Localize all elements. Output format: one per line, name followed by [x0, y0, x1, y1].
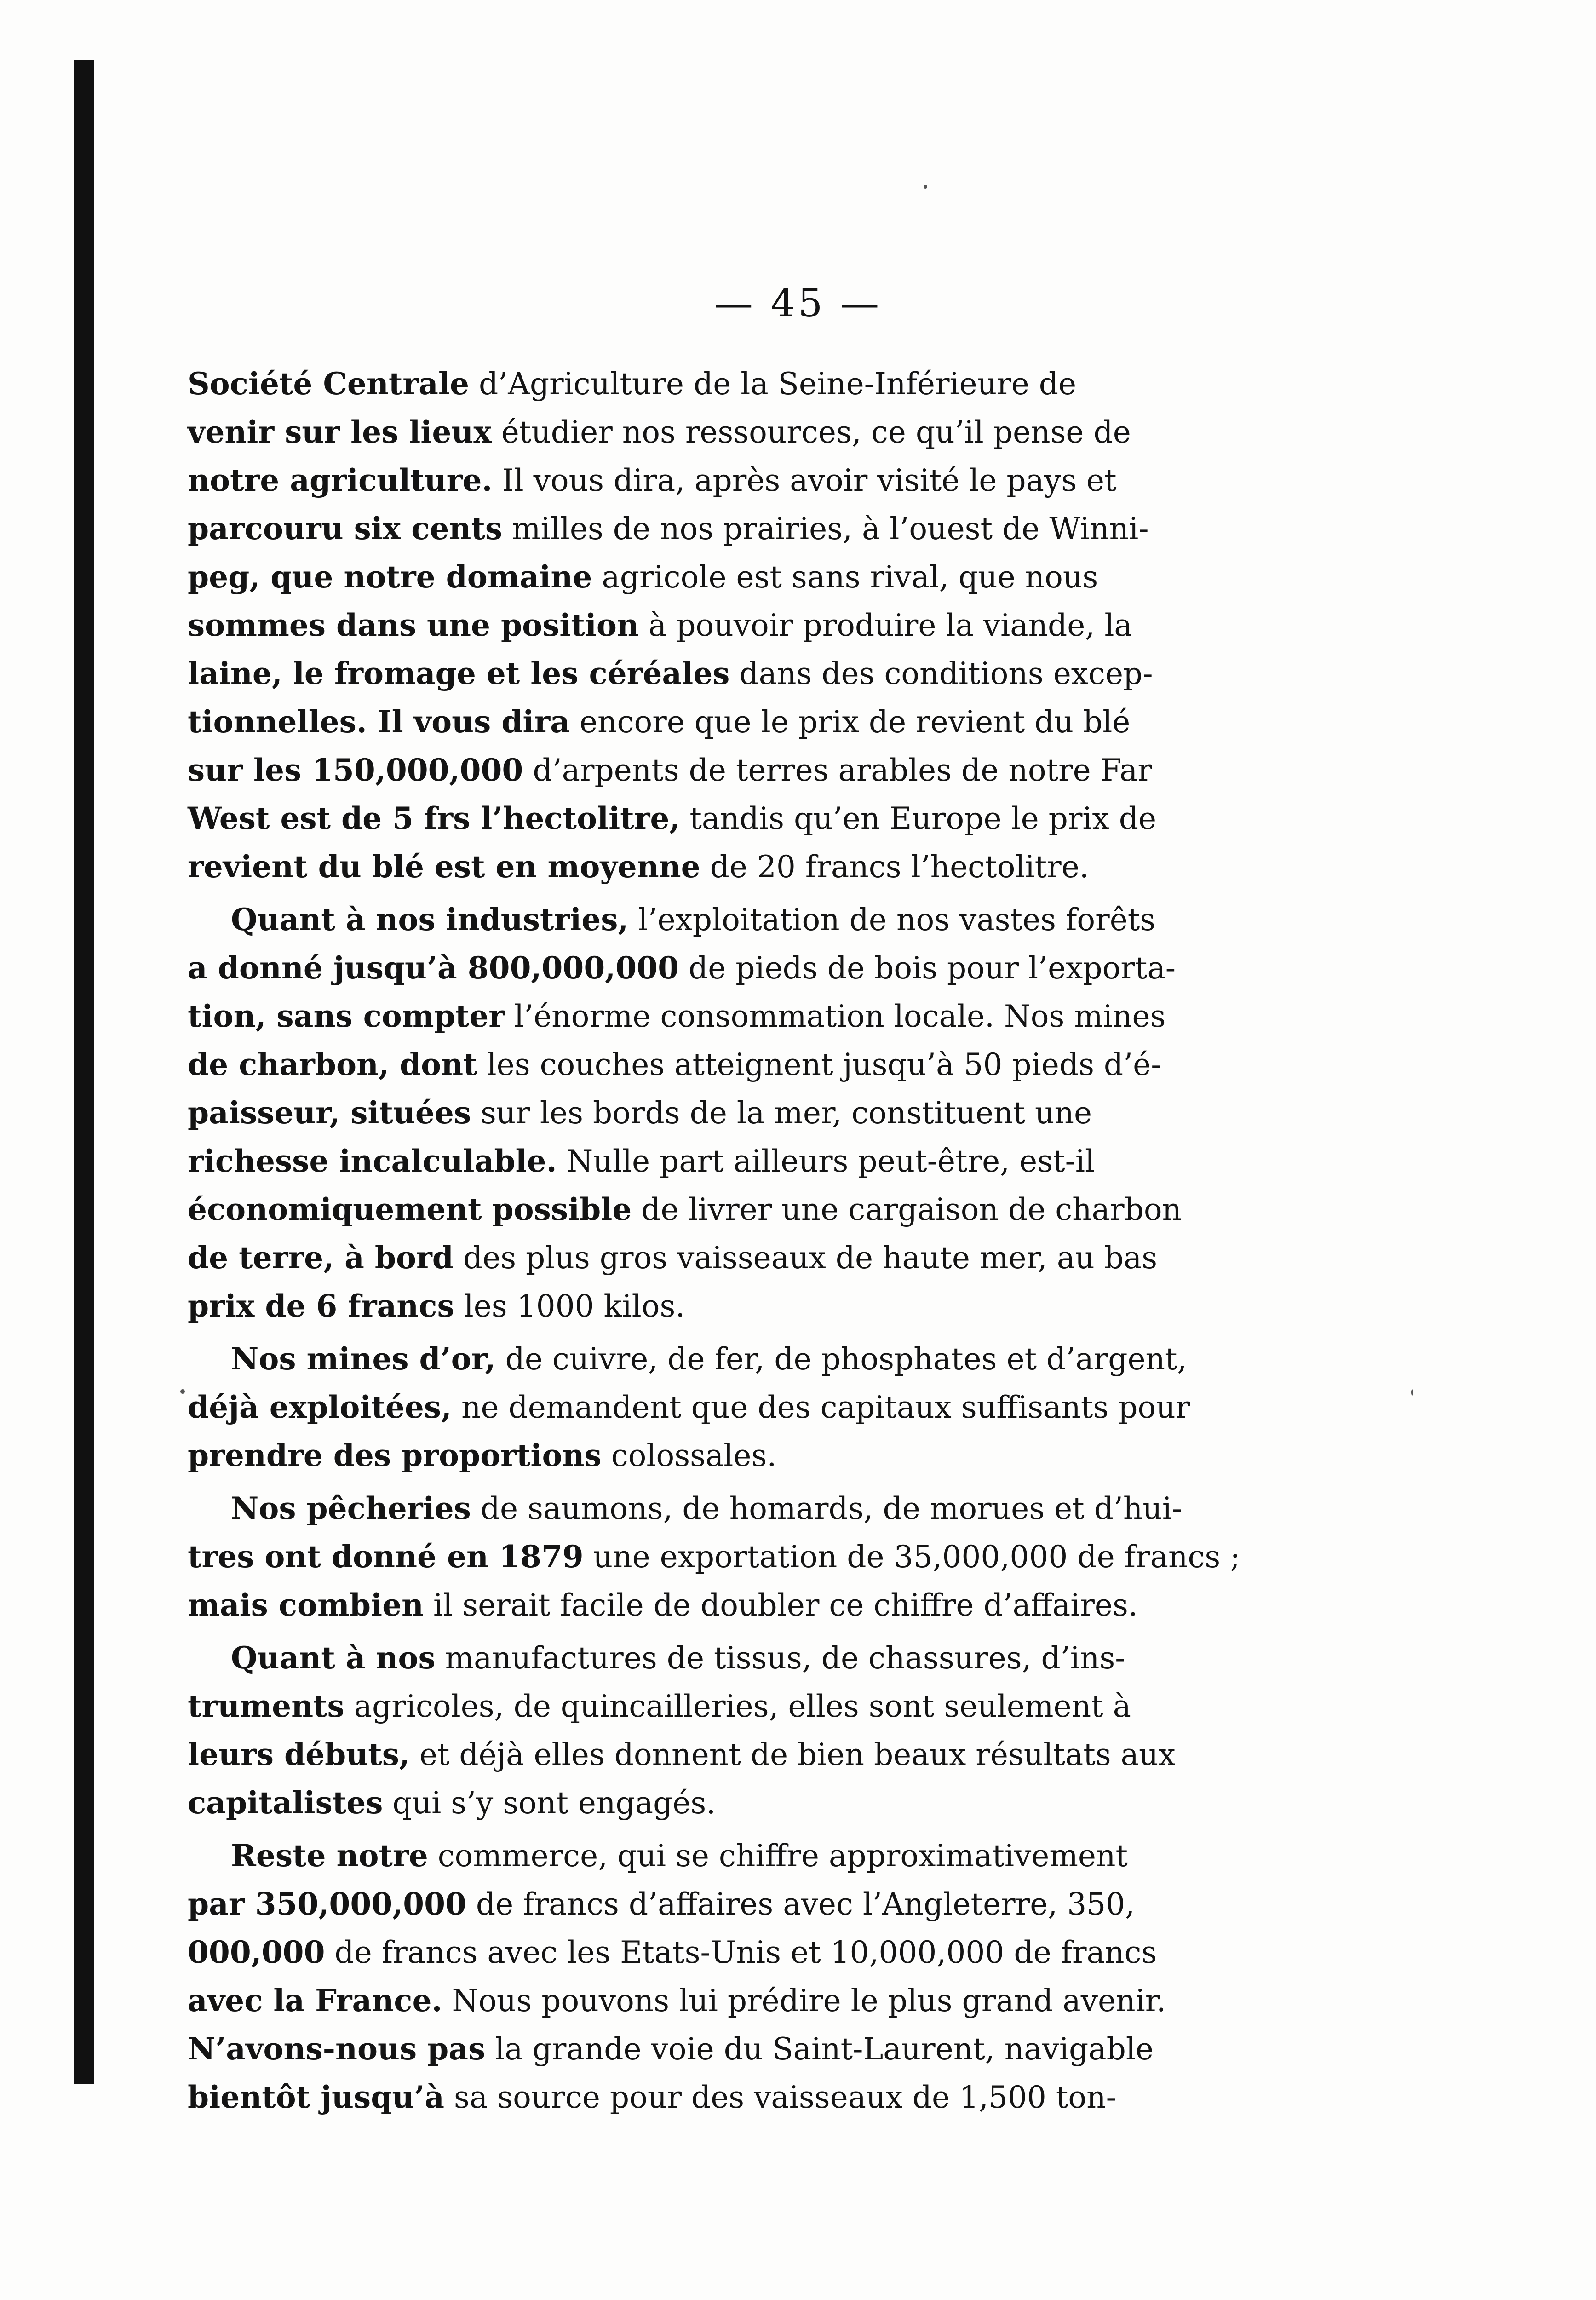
line-text: une exportation de 35,000,000 de francs ; [583, 1539, 1240, 1575]
line-text: tandis qu’en Europe le prix de [680, 801, 1157, 836]
text-line [188, 1928, 1263, 1977]
line-lead-text: parcouru six cents [188, 511, 502, 546]
text-line [188, 1335, 1263, 1383]
text-line [188, 843, 1263, 891]
line-lead-text: de terre, à bord [188, 1240, 454, 1276]
line-lead-text: prendre des proportions [188, 1438, 602, 1473]
line-lead-text: West est de 5 frs l’hectolitre, [188, 800, 680, 836]
line-lead-text: venir sur les lieux [188, 414, 492, 450]
line-lead-text: truments [188, 1688, 344, 1724]
line-lead-text: Quant à nos industries, [231, 902, 629, 937]
line-text: les 1000 kilos. [454, 1288, 685, 1324]
line-text: manufactures de tissus, de chassures, d’ins- [435, 1640, 1125, 1676]
text-line [188, 746, 1263, 794]
line-text: commerce, qui se chiffre approximativement [428, 1838, 1128, 1874]
line-lead-text: avec la France. [188, 1983, 442, 2018]
line-lead-text: mais combien [188, 1587, 424, 1623]
line-text: agricoles, de quincailleries, elles sont seulement à [344, 1689, 1131, 1724]
line-lead-text: tres ont donné en 1879 [188, 1539, 584, 1575]
text-line [188, 1880, 1263, 1928]
line-text: qui s’y sont engagés. [383, 1785, 716, 1821]
line-lead-text: prix de 6 francs [188, 1288, 454, 1324]
text-line [188, 1137, 1263, 1185]
line-lead-text: richesse incalculable. [188, 1143, 557, 1179]
text-line [188, 794, 1263, 843]
line-text: à pouvoir produire la viande, la [638, 608, 1132, 643]
print-speck [1411, 1389, 1413, 1396]
line-lead-text: déjà exploitées, [188, 1389, 452, 1425]
text-line [188, 1832, 1263, 1880]
line-text: et déjà elles donnent de bien beaux résultats aux [409, 1737, 1176, 1772]
line-text: agricole est sans rival, que nous [592, 559, 1098, 595]
line-lead-text: paisseur, situées [188, 1095, 471, 1131]
text-line [188, 1089, 1263, 1137]
line-lead-text: de charbon, dont [188, 1046, 477, 1082]
line-text: de francs d’affaires avec l’Angleterre, 350, [466, 1886, 1135, 1922]
line-lead-text: leurs débuts, [188, 1736, 410, 1772]
line-text: de pieds de bois pour l’exporta- [679, 950, 1176, 986]
text-line [188, 408, 1263, 456]
text-line [188, 1041, 1263, 1089]
line-text: encore que le prix de revient du blé [569, 704, 1131, 740]
line-text: l’exploitation de nos vastes forêts [628, 902, 1156, 937]
text-line [188, 601, 1263, 650]
print-speck [180, 1389, 185, 1394]
line-text: il serait facile de doubler ce chiffre d’affaires. [424, 1587, 1138, 1623]
line-lead-text: Nos pêcheries [231, 1490, 471, 1526]
page-number: — 45 — [714, 281, 882, 326]
line-text: Nous pouvons lui prédire le plus grand avenir. [442, 1983, 1166, 2018]
line-lead-text: Nos mines d’or, [231, 1341, 496, 1377]
line-text: des plus gros vaisseaux de haute mer, au bas [453, 1240, 1158, 1276]
line-lead-text: Reste notre [231, 1838, 428, 1874]
text-line [188, 992, 1263, 1041]
text-line [188, 1634, 1263, 1682]
line-lead-text: sommes dans une position [188, 607, 639, 643]
text-line [188, 1533, 1263, 1581]
text-line [188, 944, 1263, 992]
line-text: de 20 francs l’hectolitre. [700, 849, 1089, 885]
text-line [188, 1682, 1263, 1731]
line-text: colossales. [601, 1438, 777, 1473]
line-text: de saumons, de homards, de morues et d’hui- [471, 1491, 1183, 1526]
print-speck [924, 185, 927, 189]
binding-shadow [74, 60, 94, 2084]
line-text: sa source pour des vaisseaux de 1,500 ton- [444, 2080, 1116, 2115]
line-text: sur les bords de la mer, constituent une [471, 1095, 1092, 1131]
body-text [188, 360, 1263, 2122]
line-lead-text: N’avons-nous pas [188, 2031, 486, 2067]
line-lead-text: 000,000 [188, 1934, 325, 1970]
text-line [188, 1977, 1263, 2025]
text-line [188, 1432, 1263, 1480]
text-line [188, 1185, 1263, 1234]
line-text: les couches atteignent jusqu’à 50 pieds d’é- [477, 1047, 1161, 1082]
line-text: étudier nos ressources, ce qu’il pense de [491, 414, 1131, 450]
line-lead-text: économiquement possible [188, 1191, 632, 1227]
text-line [188, 1779, 1263, 1827]
line-lead-text: tion, sans compter [188, 998, 505, 1034]
line-lead-text: notre agriculture. [188, 462, 493, 498]
text-line [188, 650, 1263, 698]
text-line [188, 896, 1263, 944]
text-line [188, 360, 1263, 408]
line-lead-text: Société Centrale [188, 366, 469, 402]
line-lead-text: laine, le fromage et les céréales [188, 656, 730, 691]
text-line [188, 505, 1263, 553]
line-lead-text: Quant à nos [231, 1640, 436, 1676]
text-line [188, 1484, 1263, 1533]
line-text: l’énorme consommation locale. Nos mines [505, 999, 1166, 1034]
line-text: ne demandent que des capitaux suffisants pour [452, 1390, 1190, 1425]
line-text: milles de nos prairies, à l’ouest de Winni- [502, 511, 1149, 546]
text-line [188, 1731, 1263, 1779]
text-line [188, 1234, 1263, 1282]
line-lead-text: par 350,000,000 [188, 1886, 466, 1922]
line-lead-text: tionnelles. Il vous dira [188, 704, 570, 740]
line-lead-text: sur les 150,000,000 [188, 752, 523, 788]
line-text: Nulle part ailleurs peut-être, est-il [557, 1144, 1095, 1179]
text-line [188, 1383, 1263, 1432]
text-line [188, 698, 1263, 746]
line-lead-text: revient du blé est en moyenne [188, 849, 700, 885]
line-text: Il vous dira, après avoir visité le pays et [492, 463, 1117, 498]
line-text: de francs avec les Etats-Unis et 10,000,000 de francs [325, 1935, 1157, 1970]
line-text: dans des conditions excep- [729, 656, 1153, 691]
line-lead-text: bientôt jusqu’à [188, 2079, 445, 2115]
text-line [188, 553, 1263, 601]
text-line [188, 456, 1263, 505]
text-line [188, 2025, 1263, 2073]
text-line [188, 2073, 1263, 2122]
line-lead-text: a donné jusqu’à 800,000,000 [188, 950, 679, 986]
line-lead-text: capitalistes [188, 1785, 383, 1821]
text-line [188, 1581, 1263, 1629]
line-text: d’Agriculture de la Seine-Inférieure de [469, 366, 1077, 402]
text-line [188, 1282, 1263, 1330]
line-text: d’arpents de terres arables de notre Far [523, 753, 1152, 788]
line-text: la grande voie du Saint-Laurent, navigable [485, 2031, 1154, 2067]
line-lead-text: peg, que notre domaine [188, 559, 592, 595]
line-text: de livrer une cargaison de charbon [632, 1192, 1182, 1227]
line-text: de cuivre, de fer, de phosphates et d’argent, [495, 1341, 1187, 1377]
